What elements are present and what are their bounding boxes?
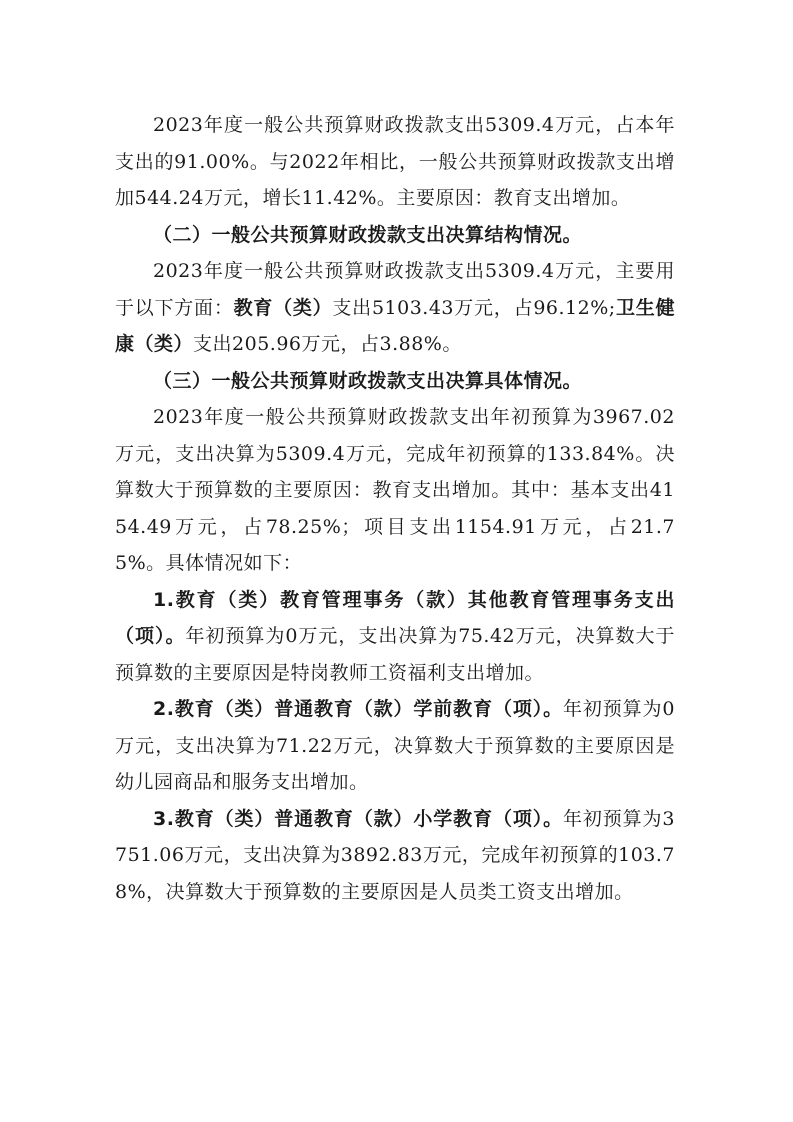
section-heading-structure: （二）一般公共预算财政拨款支出决算结构情况。: [153, 223, 583, 246]
paragraph-expenditure-structure: [115, 253, 675, 363]
paragraph-expenditure-summary: [115, 107, 675, 217]
paragraph-text: 2023年度一般公共预算财政拨款支出5309.4万元，占本年支出的91.00%。与2022年相比，一般公共预算财政拨款支出增加544.24万元，增长11.42%。主要原因：教育支出增加。: [115, 114, 675, 209]
item-text: 年初预算为0万元，支出决算为75.42万元，决算数大于预算数的主要原因是特岗教师工资福利支出增加。: [115, 625, 675, 684]
item-title: 1.教育（类）教育管理事务（款）其他教育管理事务支出（项）。: [115, 588, 675, 647]
item-title: 3.教育（类）普通教育（款）小学教育（项）。: [153, 807, 563, 830]
paragraph-text: 支出5103.43万元，占96.12%;: [332, 296, 616, 319]
item-text: 年初预算为3751.06万元，支出决算为3892.83万元，完成年初预算的103.78%，决算数大于预算数的主要原因是人员类工资支出增加。: [115, 807, 675, 903]
paragraph-text: 支出205.96万元，占3.88%。: [193, 333, 462, 355]
category-label-education: 教育（类）: [233, 296, 333, 319]
paragraph-text: 2023年度一般公共预算财政拨款支出年初预算为3967.02万元，支出决算为5309.4万元，完成年初预算的133.84%。决算数大于预算数的主要原因：教育支出增加。其中：基本支出4154.49万元，占78.25%；项目支出1154.91万元，占21.75%。具体情况如下：: [115, 406, 675, 574]
item-title: 2.教育（类）普通教育（款）学前教育（项）。: [153, 698, 563, 720]
item-text: 年初预算为0万元，支出决算为71.22万元，决算数大于预算数的主要原因是幼儿园商品和服务支出增加。: [115, 698, 675, 793]
list-item-preschool-education: [115, 691, 675, 801]
category-label-health: 卫生健康（类）: [115, 296, 675, 355]
list-item-education-management: [115, 582, 675, 692]
document-page: [115, 107, 675, 910]
list-item-primary-education: [115, 801, 675, 911]
paragraph-expenditure-details: [115, 399, 675, 582]
section-heading-details: （三）一般公共预算财政拨款支出决算具体情况。: [153, 369, 583, 392]
paragraph-text: 2023年度一般公共预算财政拨款支出5309.4万元，主要用于以下方面：: [115, 260, 675, 319]
